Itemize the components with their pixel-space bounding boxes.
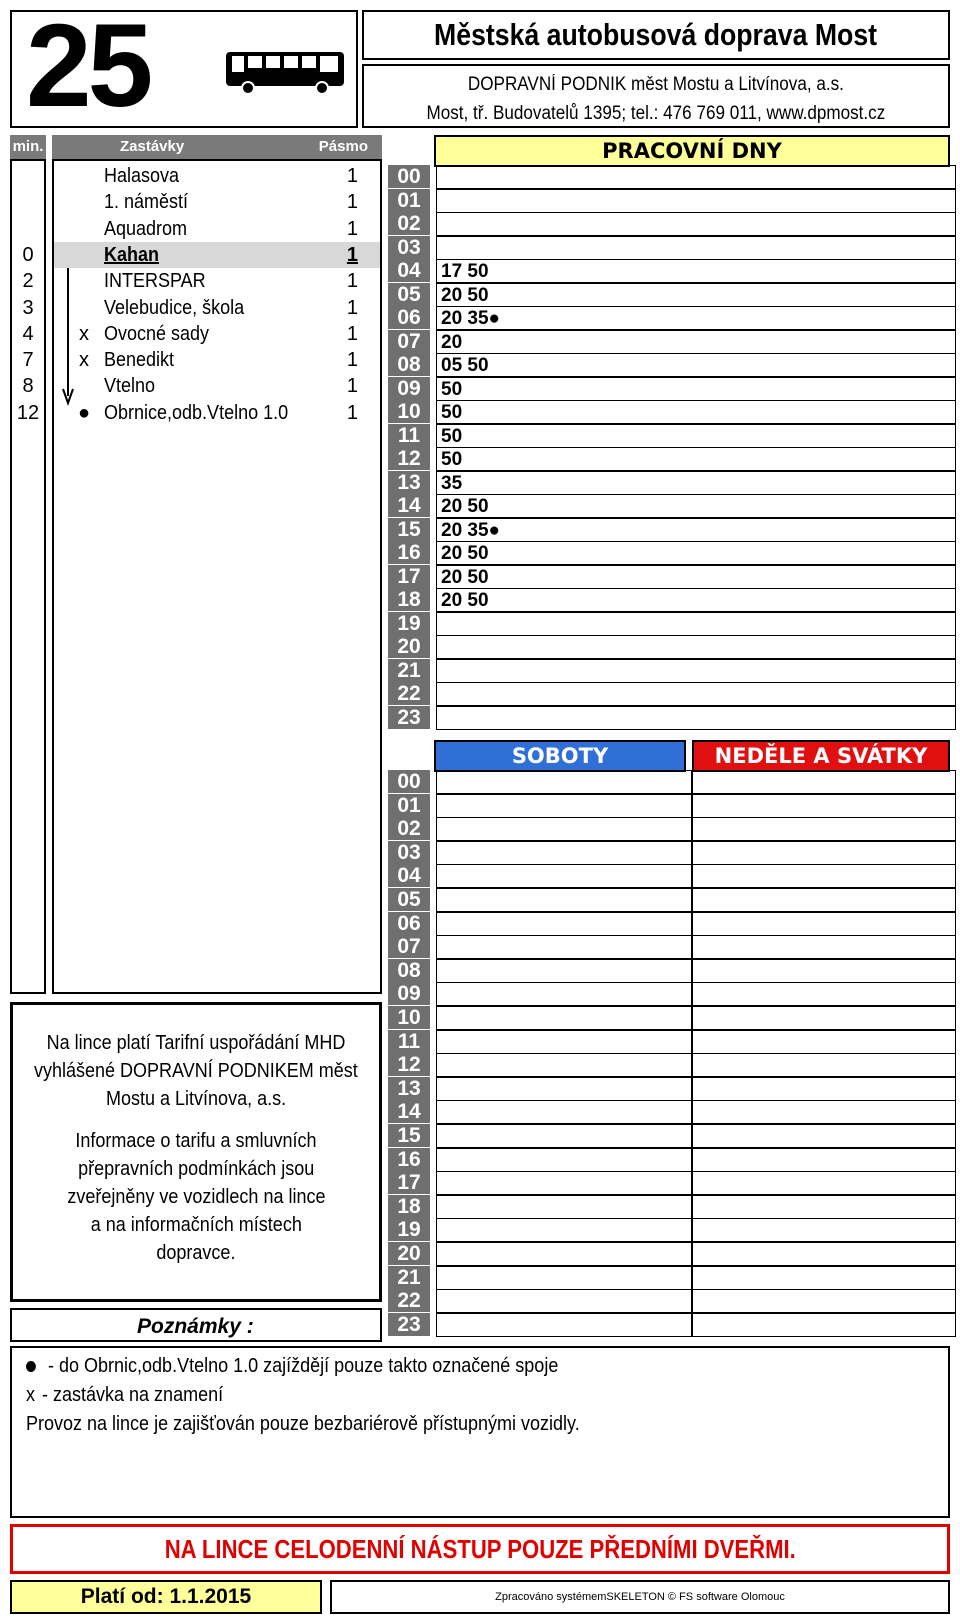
hour-label: 18: [388, 588, 430, 611]
sunday-minutes: [692, 1148, 956, 1172]
stop-row: [54, 295, 380, 321]
stop-row: [54, 189, 380, 215]
stop-zone: 1: [346, 375, 358, 398]
weekend-hour-row: [388, 770, 950, 794]
saturday-minutes: [436, 1148, 692, 1172]
departure-minutes: [436, 635, 956, 659]
departure-minutes: 35: [436, 471, 956, 495]
saturday-title: SOBOTY: [434, 740, 686, 772]
hour-label: 21: [388, 1266, 430, 1289]
stop-name: Halasova: [104, 165, 180, 187]
hour-label: 02: [388, 817, 430, 840]
hour-label: 10: [388, 1006, 430, 1029]
stop-row: [54, 321, 380, 347]
weekday-hour-row: [388, 565, 950, 589]
sunday-minutes: [692, 1313, 956, 1337]
hour-label: 09: [388, 377, 430, 400]
stop-row: [54, 216, 380, 242]
weekend-hour-row: [388, 982, 950, 1006]
stop-name: Aquadrom: [104, 217, 188, 240]
hour-label: 03: [388, 841, 430, 864]
departure-minutes: [436, 165, 956, 189]
stop-row: [54, 242, 380, 268]
sunday-minutes: [692, 1124, 956, 1148]
stop-minute: [12, 163, 44, 189]
saturday-minutes: [436, 770, 692, 794]
boarding-banner: NA LINCE CELODENNÍ NÁSTUP POUZE PŘEDNÍMI DVEŘMI.: [10, 1524, 950, 1574]
hour-label: 09: [388, 982, 430, 1005]
hour-label: 11: [388, 424, 430, 447]
hour-label: 05: [388, 888, 430, 911]
departure-minutes: 20 50: [436, 565, 956, 589]
hour-label: 19: [388, 1218, 430, 1241]
stop-row: [54, 163, 380, 189]
saturday-minutes: [436, 959, 692, 983]
stop-row: [54, 268, 380, 294]
operator-address: [362, 64, 950, 128]
sunday-minutes: [692, 1195, 956, 1219]
hour-label: 07: [388, 935, 430, 958]
hour-label: 06: [388, 306, 430, 329]
zone-header-label: Pásmo: [318, 138, 368, 155]
hour-label: 12: [388, 447, 430, 470]
weekend-hour-row: [388, 794, 950, 818]
tariff-info: [10, 1002, 382, 1302]
hour-label: 14: [388, 494, 430, 517]
sunday-minutes: [692, 935, 956, 959]
stop-row: [54, 347, 380, 373]
departure-minutes: 50: [436, 377, 956, 401]
bus-icon: [224, 48, 346, 94]
stop-zone: 1: [346, 322, 358, 345]
weekday-hour-row: [388, 588, 950, 612]
stop-zone: 1: [346, 191, 358, 214]
sunday-minutes: [692, 817, 956, 841]
line-number-box: [10, 0, 358, 132]
weekend-hour-row: [388, 1006, 950, 1030]
sunday-minutes: [692, 841, 956, 865]
hour-label: 23: [388, 1313, 430, 1336]
weekday-hour-row: [388, 447, 950, 471]
sunday-minutes: [692, 982, 956, 1006]
stops-header: [52, 135, 382, 159]
departure-minutes: 50: [436, 400, 956, 424]
hour-label: 20: [388, 1242, 430, 1265]
sunday-title: NEDĚLE A SVÁTKY: [692, 740, 950, 772]
weekend-hour-row: [388, 864, 950, 888]
weekday-hour-row: [388, 635, 950, 659]
weekday-hour-row: [388, 471, 950, 495]
saturday-minutes: [436, 1195, 692, 1219]
saturday-minutes: [436, 1124, 692, 1148]
weekday-hour-row: [388, 236, 950, 260]
stops-header-label: Zastávky: [120, 138, 185, 155]
saturday-minutes: [436, 817, 692, 841]
saturday-minutes: [436, 982, 692, 1006]
saturday-minutes: [436, 841, 692, 865]
weekend-hour-row: [388, 1148, 950, 1172]
departure-minutes: 50: [436, 447, 956, 471]
hour-label: 02: [388, 212, 430, 235]
weekday-hour-row: [388, 330, 950, 354]
stop-name: INTERSPAR: [104, 270, 206, 293]
stop-mark: ●: [77, 401, 91, 424]
hour-label: 23: [388, 706, 430, 729]
saturday-minutes: [436, 1171, 692, 1195]
departure-minutes: [436, 189, 956, 213]
hour-label: 01: [388, 189, 430, 212]
sunday-minutes: [692, 1218, 956, 1242]
stop-mark: x: [79, 322, 89, 345]
saturday-minutes: [436, 1077, 692, 1101]
hour-label: 00: [388, 770, 430, 793]
line-number: 25: [26, 0, 150, 132]
legend: [10, 1346, 950, 1518]
stop-minute: [12, 189, 44, 215]
stop-minute: 4: [22, 322, 34, 345]
stops-column: [52, 159, 382, 994]
hour-label: 17: [388, 565, 430, 588]
saturday-minutes: [436, 1218, 692, 1242]
hour-label: 01: [388, 794, 430, 817]
hour-label: 04: [388, 259, 430, 282]
departure-minutes: [436, 236, 956, 260]
company-name: Městská autobusová doprava Most: [362, 10, 950, 60]
stop-minute: 0: [22, 243, 34, 266]
sunday-minutes: [692, 1053, 956, 1077]
hour-label: 18: [388, 1195, 430, 1218]
weekday-hour-row: [388, 353, 950, 377]
weekend-hour-row: [388, 1100, 950, 1124]
hour-label: 13: [388, 471, 430, 494]
weekday-hour-row: [388, 706, 950, 730]
saturday-minutes: [436, 1006, 692, 1030]
departure-minutes: 05 50: [436, 353, 956, 377]
valid-from: Platí od: 1.1.2015: [10, 1580, 322, 1614]
departure-minutes: [436, 612, 956, 636]
sunday-minutes: [692, 1289, 956, 1313]
departure-minutes: 20 50: [436, 541, 956, 565]
hour-label: 12: [388, 1053, 430, 1076]
stop-name: Benedikt: [104, 349, 175, 372]
stop-name: Velebudice, škola: [104, 296, 245, 319]
dot-icon: [26, 1361, 36, 1372]
weekend-hour-row: [388, 1289, 950, 1313]
legend-x: x - zastávka na znamení: [26, 1384, 223, 1406]
operator-contact: Most, tř. Budovatelů 1395; tel.: 476 769 011, www.dpmost.cz: [426, 103, 886, 124]
hour-label: 20: [388, 635, 430, 658]
stop-minute: [12, 216, 44, 242]
departure-minutes: [436, 682, 956, 706]
weekend-hour-row: [388, 1313, 950, 1337]
software-signature: Zpracováno systémemSKELETON © FS software Olomouc: [330, 1580, 950, 1614]
weekday-hour-row: [388, 306, 950, 330]
minutes-column: [10, 159, 46, 994]
weekend-hour-row: [388, 1053, 950, 1077]
hour-label: 04: [388, 864, 430, 887]
hour-label: 05: [388, 283, 430, 306]
hour-label: 07: [388, 330, 430, 353]
weekday-hour-row: [388, 165, 950, 189]
hour-label: 22: [388, 1289, 430, 1312]
stop-zone: 1: [346, 349, 358, 372]
hour-label: 16: [388, 541, 430, 564]
departure-minutes: 20 35●: [436, 306, 956, 330]
weekday-hour-row: [388, 659, 950, 683]
stop-minute: 2: [22, 270, 34, 293]
stop-zone: 1: [346, 165, 358, 187]
departure-minutes: 20: [436, 330, 956, 354]
sunday-minutes: [692, 1030, 956, 1054]
sunday-minutes: [692, 1171, 956, 1195]
departure-minutes: 20 50: [436, 588, 956, 612]
weekend-hour-row: [388, 1266, 950, 1290]
weekday-title: PRACOVNÍ DNY: [434, 135, 950, 167]
stop-name: Ovocné sady: [104, 322, 210, 345]
saturday-minutes: [436, 1030, 692, 1054]
weekday-hour-row: [388, 212, 950, 236]
saturday-minutes: [436, 1242, 692, 1266]
weekend-hour-row: [388, 935, 950, 959]
stop-minute: 3: [22, 296, 34, 319]
weekday-hour-row: [388, 283, 950, 307]
weekend-hour-row: [388, 817, 950, 841]
stop-zone: 1: [346, 296, 358, 319]
hour-label: 19: [388, 612, 430, 635]
stop-zone: 1: [346, 401, 358, 424]
stop-row: [54, 400, 380, 426]
weekday-hour-row: [388, 424, 950, 448]
legend-dot: - do Obrnic,odb.Vtelno 1.0 zajíždějí pouze takto označené spoje: [26, 1352, 934, 1381]
hour-label: 15: [388, 1124, 430, 1147]
stop-zone: 1: [346, 243, 358, 266]
hour-label: 15: [388, 518, 430, 541]
saturday-minutes: [436, 1266, 692, 1290]
sunday-minutes: [692, 888, 956, 912]
sunday-minutes: [692, 864, 956, 888]
hour-label: 08: [388, 353, 430, 376]
stop-minute: 8: [22, 375, 34, 398]
sunday-minutes: [692, 1006, 956, 1030]
weekday-hour-row: [388, 682, 950, 706]
hour-label: 21: [388, 659, 430, 682]
sunday-minutes: [692, 912, 956, 936]
saturday-minutes: [436, 864, 692, 888]
hour-label: 06: [388, 912, 430, 935]
hour-label: 13: [388, 1077, 430, 1100]
weekend-hour-row: [388, 1171, 950, 1195]
stop-row: [54, 373, 380, 399]
departure-minutes: 20 50: [436, 283, 956, 307]
weekday-hour-row: [388, 259, 950, 283]
stop-minute: 7: [22, 349, 34, 372]
stop-zone: 1: [346, 217, 358, 240]
hour-label: 11: [388, 1030, 430, 1053]
weekend-hour-row: [388, 912, 950, 936]
weekend-hour-row: [388, 1124, 950, 1148]
weekend-hour-row: [388, 1195, 950, 1219]
weekend-hour-row: [388, 888, 950, 912]
sunday-minutes: [692, 1100, 956, 1124]
sunday-minutes: [692, 770, 956, 794]
departure-minutes: [436, 659, 956, 683]
sunday-minutes: [692, 794, 956, 818]
sunday-minutes: [692, 1266, 956, 1290]
saturday-minutes: [436, 1313, 692, 1337]
sunday-minutes: [692, 1077, 956, 1101]
saturday-minutes: [436, 794, 692, 818]
weekend-hour-row: [388, 1077, 950, 1101]
info-paragraph: Informace o tarifu a smluvních přepravních podmínkách jsou zveřejněny ve vozidlech na lince a na informačních místech dopravce.: [66, 1130, 326, 1264]
notes-label: Poznámky :: [10, 1308, 382, 1342]
hour-label: 08: [388, 959, 430, 982]
hour-label: 10: [388, 400, 430, 423]
departure-minutes: [436, 706, 956, 730]
weekday-hour-row: [388, 494, 950, 518]
weekend-hour-row: [388, 1030, 950, 1054]
saturday-minutes: [436, 1289, 692, 1313]
stop-zone: 1: [346, 270, 358, 293]
departure-minutes: 20 50: [436, 494, 956, 518]
sunday-minutes: [692, 959, 956, 983]
weekend-hour-row: [388, 1218, 950, 1242]
hour-label: 22: [388, 682, 430, 705]
weekend-hour-row: [388, 959, 950, 983]
departure-minutes: 17 50: [436, 259, 956, 283]
stop-minute: 12: [16, 401, 40, 424]
departure-minutes: [436, 212, 956, 236]
info-paragraph: Na lince platí Tarifní uspořádání MHD vyhlášené DOPRAVNÍ PODNIKEM měst Mostu a Litvínova, a.s.: [34, 1032, 358, 1110]
stop-name: Vtelno: [104, 375, 156, 398]
stop-name: Kahan: [104, 243, 160, 266]
hour-label: 00: [388, 165, 430, 188]
weekday-hour-row: [388, 377, 950, 401]
weekend-hour-row: [388, 1242, 950, 1266]
weekday-hour-row: [388, 518, 950, 542]
weekday-hour-row: [388, 400, 950, 424]
hour-label: 16: [388, 1148, 430, 1171]
stop-name: 1. náměstí: [104, 191, 189, 214]
departure-minutes: 50: [436, 424, 956, 448]
saturday-minutes: [436, 935, 692, 959]
legend-access: Provoz na lince je zajišťován pouze bezbariérově přístupnými vozidly.: [26, 1413, 580, 1435]
min-header: min.: [10, 135, 46, 159]
hour-label: 03: [388, 236, 430, 259]
departure-minutes: 20 35●: [436, 518, 956, 542]
weekday-hour-row: [388, 189, 950, 213]
weekday-hour-row: [388, 612, 950, 636]
hour-label: 17: [388, 1171, 430, 1194]
operator-name: DOPRAVNÍ PODNIK měst Mostu a Litvínova, a.s.: [467, 74, 845, 95]
hour-label: 14: [388, 1100, 430, 1123]
weekend-hour-row: [388, 841, 950, 865]
weekday-hour-row: [388, 541, 950, 565]
sunday-minutes: [692, 1242, 956, 1266]
saturday-minutes: [436, 1053, 692, 1077]
saturday-minutes: [436, 1100, 692, 1124]
saturday-minutes: [436, 888, 692, 912]
stop-mark: x: [79, 349, 89, 372]
stop-name: Obrnice,odb.Vtelno 1.0: [104, 401, 289, 424]
saturday-minutes: [436, 912, 692, 936]
